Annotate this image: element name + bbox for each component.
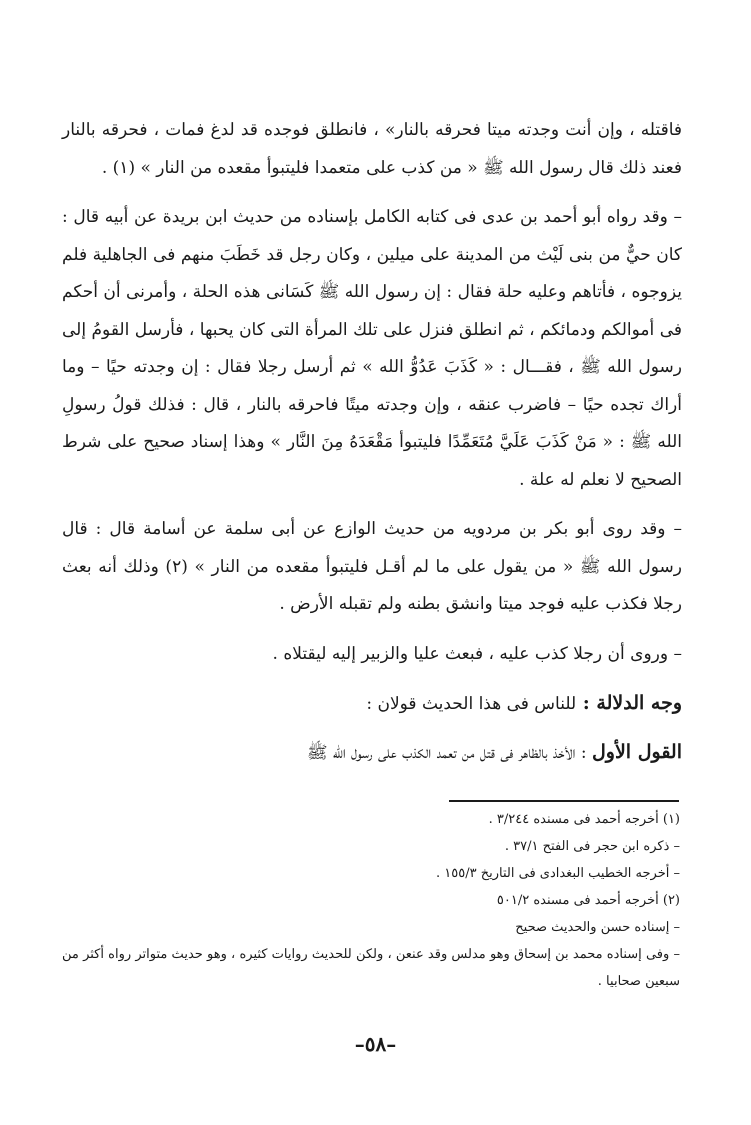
footnote-line: (٢) أخرجه أحمد فى مسنده ٥٠١/٢	[496, 893, 680, 908]
heading-label: وجه الدلالة :	[582, 692, 682, 714]
paragraph-3: – وقد روى أبو بكر بن مردويه من حديث الوازع عن أبى سلمة عن أسامة قال : قال رسول الله ﷺ « من يقول على ما لم أقـل فليتبوأ مقعده من النار » (٢) وذلك أنه بعث رجلا فكذب عليه فوجد ميتا وانشق بطنه ولم تقبله الأرض .	[62, 519, 682, 614]
footnote-line: – ذكره ابن حجر فى الفتح ٣٧/١ .	[504, 839, 680, 854]
footnote-line: – أخرجه الخطيب البغدادى فى التاريخ ١٥٥/٣ .	[436, 866, 680, 881]
first-opinion	[62, 732, 682, 773]
opinion-label: القول الأول	[591, 741, 682, 763]
footnotes	[62, 806, 680, 995]
footnote-line: – إسناده حسن والحديث صحيح	[515, 920, 680, 935]
opinion-text: : الأخذ بالظاهر فى قتل من تعمد الكذب على رسول الله ﷺ	[306, 743, 587, 763]
heading-text: للناس فى هذا الحديث قولان :	[366, 694, 577, 714]
footnote-line: (١) أخرجه أحمد فى مسنده ٣/٢٤٤ .	[488, 812, 680, 827]
paragraph-1: فاقتله ، وإن أنت وجدته ميتا فحرقه بالنار» ، فانطلق فوجده قد لدغ فمات ، فحرقه بالنار فعند ذلك قال رسول الله ﷺ « من كذب على متعمدا فليتبوأ مقعده من النار » (١) .	[62, 120, 682, 178]
footnote-line: – وفى إسناده محمد بن إسحاق وهو مدلس وقد عنعن ، ولكن للحديث روايات كثيره ، وهو حديث متواتر رواه أكثر من سبعين صحابيا .	[62, 947, 680, 989]
page-number: –٥٨–	[354, 1032, 397, 1056]
section-heading	[62, 683, 682, 724]
paragraph-2: – وقد رواه أبو أحمد بن عدى فى كتابه الكامل بإسناده من حديث ابن بريدة عن أبيه قال : كان حيٌّ من بنى لَيْث من المدينة على ميلين ، وكان رجل قد خَطَبَ منهم فى الجاهلية فلم يزوجوه ، فأتاهم وعليه حلة فقال : إن رسول الله ﷺ كَسَانى هذه الحلة ، وأمرنى أن أحكم فى أموالكم ودمائكم ، ثم انطلق فنزل على تلك المرأة التى كان يحبها ، فأرسل القومُ إلى رسول الله ﷺ ، فقـــال : « كَذَبَ عَدُوُّ الله » ثم أرسل رجلا فقال : إن وجدته حيًا – وما أراك تجده حيًا – فاضرب عنقه ، وإن وجدته ميتًا فاحرقه بالنار ، قال : فذلك قولُ رسولِ الله ﷺ : « مَنْ كَذَبَ عَلَيَّ مُتَعَمِّدًا فليتبوأ مَقْعَدَهُ مِنَ النَّار » وهذا إسناد صحيح على شرط الصحيح لا نعلم له علة .	[62, 207, 682, 490]
page-body	[62, 112, 682, 773]
footnote-divider	[449, 800, 679, 802]
paragraph-4: – وروى أن رجلا كذب عليه ، فبعث عليا والزبير إليه ليقتلاه .	[272, 643, 682, 664]
